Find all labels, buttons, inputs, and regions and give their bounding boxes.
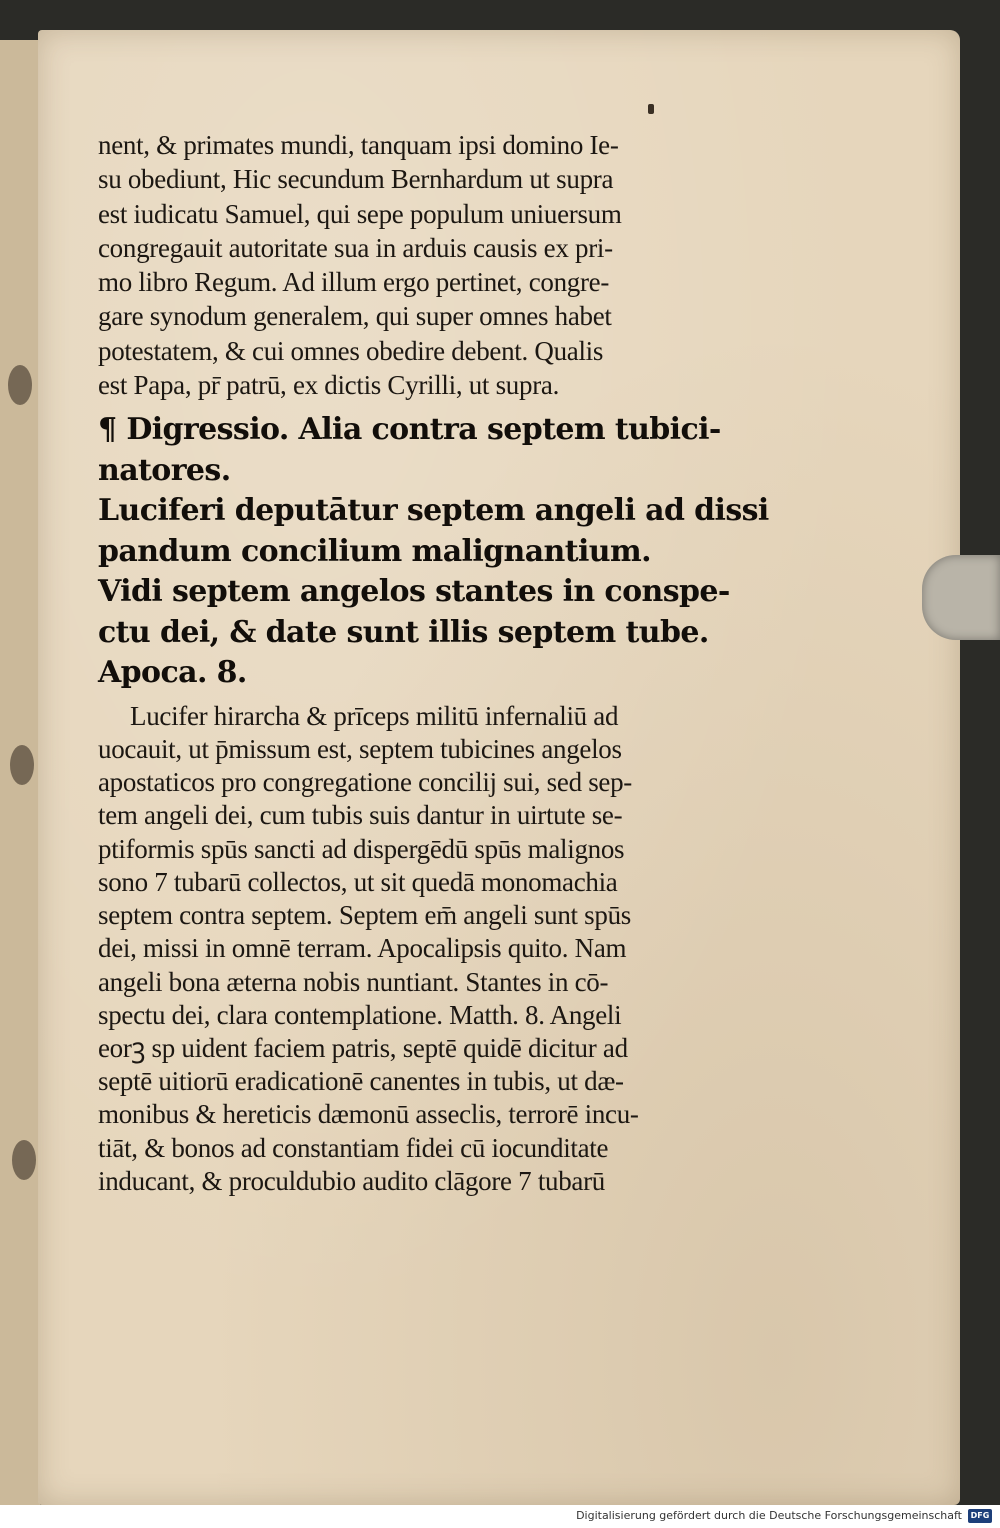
binding-mark bbox=[8, 365, 32, 405]
heading-line: ctu dei, & date sunt illis septem tube. bbox=[98, 614, 709, 650]
text-line: potestatem, & cui omnes obedire debent. Qualis bbox=[98, 335, 604, 366]
text-line: septem contra septem. Septem em̄ angeli sunt spūs bbox=[98, 900, 631, 931]
section-heading bbox=[98, 410, 778, 694]
text-line: monibus & hereticis dæmonū asseclis, terrorē incu- bbox=[98, 1099, 639, 1130]
funding-credit: Digitalisierung gefördert durch die Deutsche Forschungsgemeinschaft bbox=[576, 1509, 962, 1522]
heading-line: Apoca. 8. bbox=[98, 655, 247, 691]
paragraph-2 bbox=[98, 700, 778, 1198]
page-tab bbox=[922, 555, 1000, 640]
binding-mark bbox=[12, 1140, 36, 1180]
heading-line: Luciferi deputātur septem angeli ad dissi bbox=[98, 493, 769, 529]
text-line: Lucifer hirarcha & prīceps militū infernaliū ad bbox=[130, 700, 619, 731]
text-line: su obediunt, Hic secundum Bernhardum ut supra bbox=[98, 164, 614, 195]
binding-mark bbox=[10, 745, 34, 785]
text-line: congregauit autoritate sua in arduis causis ex pri- bbox=[98, 232, 613, 263]
dfg-logo: DFG bbox=[968, 1509, 992, 1523]
text-line: dei, missi in omnē terram. Apocalipsis quito. Nam bbox=[98, 933, 627, 964]
heading-line: ¶ Digressio. Alia contra septem tubici- bbox=[98, 412, 721, 448]
heading-line: Vidi septem angelos stantes in conspe- bbox=[98, 574, 730, 610]
footer-bar bbox=[0, 1505, 1000, 1528]
paragraph-1 bbox=[98, 128, 778, 402]
text-line: est iudicatu Samuel, qui sepe populum uniuersum bbox=[98, 198, 622, 229]
text-line: sono 7 tubarū collectos, ut sit quedā monomachia bbox=[98, 866, 618, 897]
text-line: gare synodum generalem, qui super omnes habet bbox=[98, 301, 612, 332]
text-line: tem angeli dei, cum tubis suis dantur in uirtute se- bbox=[98, 800, 623, 831]
text-line: tiāt, & bonos ad constantiam fidei cū iocunditate bbox=[98, 1132, 609, 1163]
page-text bbox=[98, 128, 778, 1198]
text-line: uocauit, ut p̄missum est, septem tubicines angelos bbox=[98, 734, 622, 765]
text-line: est Papa, pr̄ patrū, ex dictis Cyrilli, ut supra. bbox=[98, 370, 560, 401]
heading-line: pandum concilium malignantium. bbox=[98, 533, 652, 569]
text-line: nent, & primates mundi, tanquam ipsi domino Ie- bbox=[98, 130, 619, 160]
text-line: spectu dei, clara contemplatione. Matth. 8. Angeli bbox=[98, 999, 622, 1030]
text-line: apostaticos pro congregatione concilij sui, sed sep- bbox=[98, 767, 632, 798]
text-line: inducant, & proculdubio audito clāgore 7 tubarū bbox=[98, 1165, 606, 1196]
text-line: angeli bona æterna nobis nuntiant. Stantes in cō- bbox=[98, 966, 609, 997]
text-line: eorꝫ sp uident faciem patris, septē quidē dicitur ad bbox=[98, 1032, 628, 1063]
text-line: septē uitiorū eradicationē canentes in tubis, ut dæ- bbox=[98, 1066, 624, 1097]
heading-line: natores. bbox=[98, 452, 231, 488]
text-line: ptiformis spūs sancti ad dispergēdū spūs malignos bbox=[98, 833, 625, 864]
ink-mark bbox=[648, 104, 654, 114]
text-line: mo libro Regum. Ad illum ergo pertinet, congre- bbox=[98, 267, 610, 298]
